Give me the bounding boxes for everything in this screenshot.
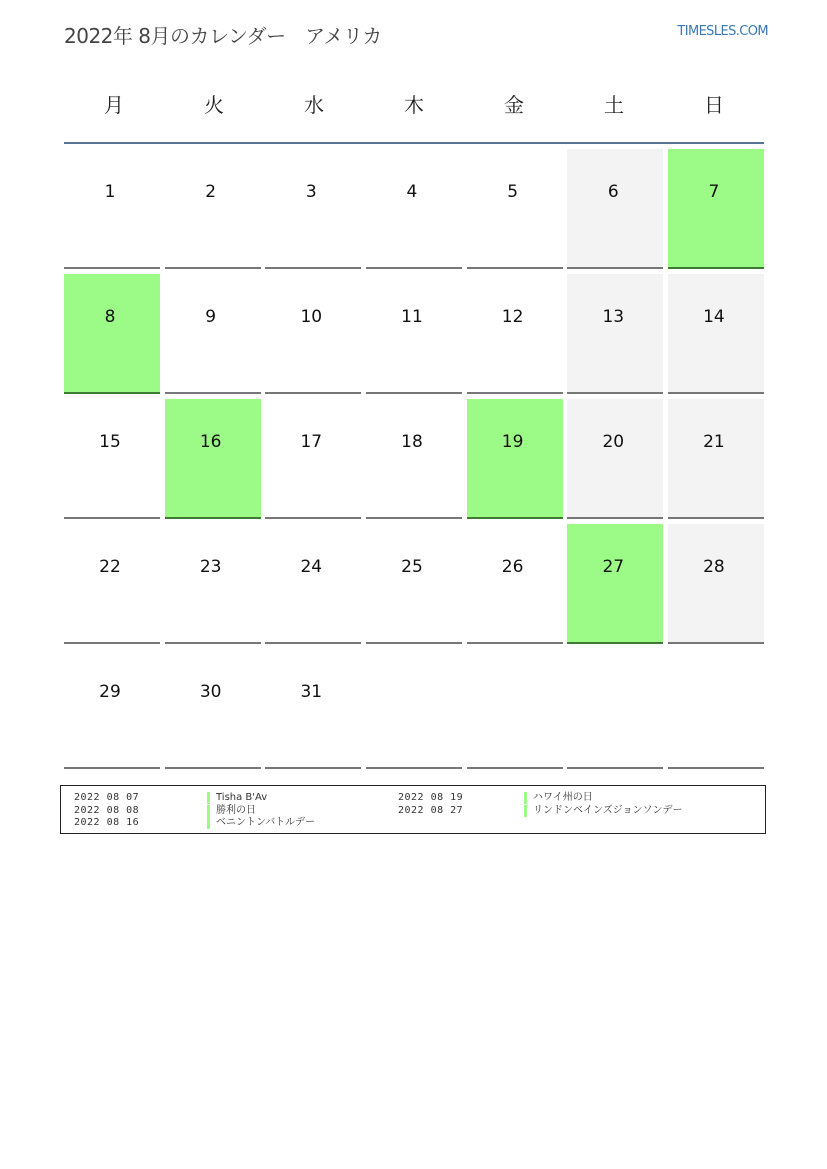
- day-cell: [265, 274, 361, 394]
- page-title: 2022年 8月のカレンダー アメリカ: [64, 24, 382, 48]
- day-cell: [165, 524, 261, 644]
- day-cell: [64, 399, 160, 519]
- day-number: 25: [401, 557, 423, 577]
- day-number: 4: [406, 182, 418, 202]
- day-number: 29: [99, 682, 121, 702]
- day-cell: [467, 524, 563, 644]
- day-cell: [467, 149, 563, 269]
- day-cell: [64, 524, 160, 644]
- day-number: 26: [501, 557, 524, 577]
- holiday-name: ハワイ州の日: [524, 792, 593, 804]
- day-cell: [668, 274, 764, 394]
- day-cell: [64, 149, 160, 269]
- day-number: 8: [104, 307, 116, 327]
- day-cell: [567, 399, 663, 519]
- day-number: 17: [300, 432, 323, 452]
- day-cell: [366, 274, 462, 394]
- day-number: 18: [401, 432, 423, 452]
- day-cell: [567, 149, 663, 269]
- day-number: 15: [99, 432, 121, 452]
- day-number: 19: [501, 432, 524, 452]
- holiday-name: ベニントンバトルデー: [207, 817, 315, 829]
- holiday-date: 2022 08 19: [398, 792, 464, 803]
- day-cell: [265, 149, 361, 269]
- holiday-date: 2022 08 16: [74, 817, 140, 828]
- day-cell: [265, 649, 361, 769]
- holiday-day-cell: [467, 399, 563, 519]
- day-cell: [165, 274, 261, 394]
- day-number: 23: [199, 557, 222, 577]
- holiday-day-cell: [165, 399, 261, 519]
- day-cell: [668, 399, 764, 519]
- weekday-label: 金: [504, 93, 524, 117]
- day-cell: [366, 524, 462, 644]
- day-number: 12: [501, 307, 524, 327]
- holiday-day-cell: [567, 524, 663, 644]
- day-number: 20: [602, 432, 625, 452]
- day-cell: [366, 649, 462, 769]
- day-cell: [366, 149, 462, 269]
- day-number: 10: [300, 307, 323, 327]
- calendar-grid: [64, 149, 764, 769]
- day-number: 5: [507, 182, 519, 202]
- weekday-label: 火: [204, 93, 224, 117]
- weekday-label: 月: [104, 93, 124, 117]
- holiday-day-cell: [64, 274, 160, 394]
- holiday-date: 2022 08 08: [74, 804, 140, 816]
- day-cell: [567, 274, 663, 394]
- weekday-header: [64, 80, 764, 144]
- weekday-label: 木: [404, 93, 424, 117]
- day-number: 14: [703, 307, 725, 327]
- day-number: 27: [602, 557, 625, 577]
- day-number: 11: [401, 307, 423, 327]
- day-number: 31: [300, 682, 323, 702]
- holiday-legend: [60, 785, 766, 834]
- weekday-label: 水: [304, 93, 324, 117]
- holiday-name: Tisha B'Av: [207, 792, 267, 804]
- day-number: 2: [205, 182, 217, 202]
- holiday-date: 2022 08 07: [74, 792, 140, 803]
- day-number: 6: [607, 182, 619, 202]
- holiday-day-cell: [668, 149, 764, 269]
- day-cell: [567, 649, 663, 769]
- day-cell: [366, 399, 462, 519]
- day-number: 21: [703, 432, 725, 452]
- holiday-name: 勝利の日: [207, 805, 256, 817]
- day-number: 16: [199, 432, 222, 452]
- day-cell: [467, 649, 563, 769]
- day-cell: [64, 649, 160, 769]
- day-number: 3: [305, 182, 317, 202]
- holiday-name: リンドンベインズジョンソンデー: [524, 805, 683, 817]
- day-cell: [165, 649, 261, 769]
- day-number: 24: [300, 557, 323, 577]
- weekday-label: 土: [604, 93, 624, 117]
- day-cell: [668, 649, 764, 769]
- day-number: 30: [199, 682, 222, 702]
- day-number: 9: [205, 307, 217, 327]
- day-number: 1: [104, 182, 116, 202]
- brand-link[interactable]: TIMESLES.COM: [677, 24, 768, 39]
- day-cell: [265, 524, 361, 644]
- day-number: 28: [703, 557, 725, 577]
- day-number: 22: [99, 557, 121, 577]
- holiday-date: 2022 08 27: [398, 804, 464, 816]
- weekday-label: 日: [704, 93, 724, 117]
- day-cell: [668, 524, 764, 644]
- day-cell: [165, 149, 261, 269]
- day-cell: [467, 274, 563, 394]
- day-number: 13: [602, 307, 625, 327]
- day-cell: [265, 399, 361, 519]
- day-number: 7: [708, 182, 720, 202]
